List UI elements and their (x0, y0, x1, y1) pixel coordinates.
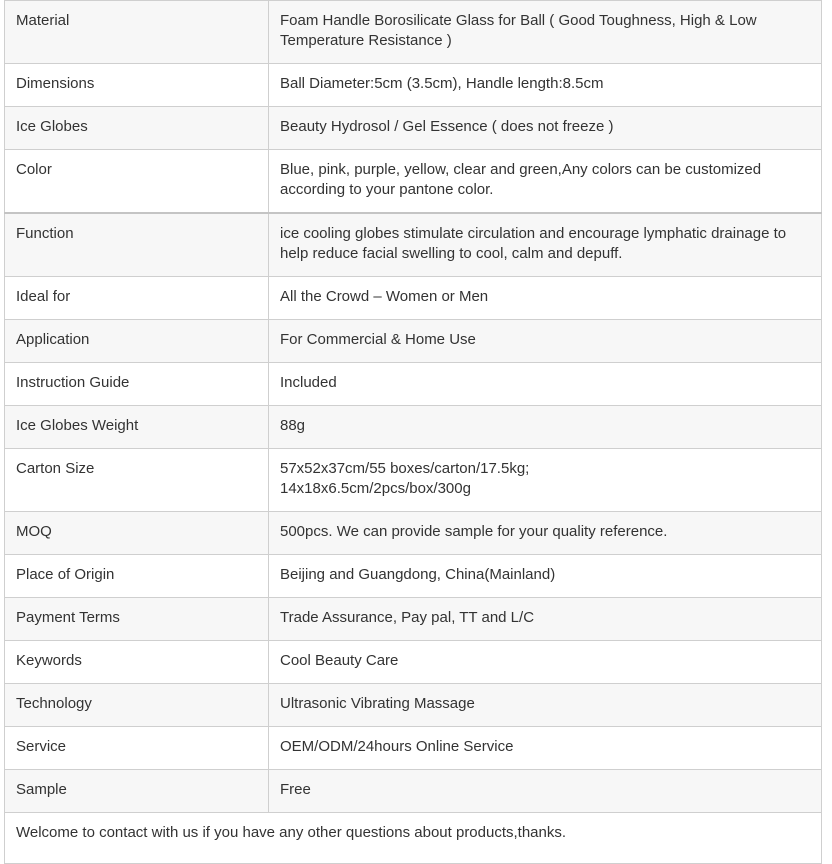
spec-row-instruction-guide (5, 363, 822, 406)
spec-label: Function (5, 213, 269, 277)
spec-value: For Commercial & Home Use (269, 320, 822, 363)
spec-label: Payment Terms (5, 598, 269, 641)
spec-label: Ice Globes (5, 107, 269, 150)
spec-label: Ice Globes Weight (5, 406, 269, 449)
spec-label: Place of Origin (5, 555, 269, 598)
spec-row-dimensions (5, 64, 822, 107)
spec-value: Included (269, 363, 822, 406)
spec-label: Sample (5, 770, 269, 813)
spec-row-carton-size (5, 449, 822, 512)
spec-label: Keywords (5, 641, 269, 684)
spec-label: Carton Size (5, 449, 269, 512)
spec-row-material (5, 1, 822, 64)
spec-label: Application (5, 320, 269, 363)
spec-value: OEM/ODM/24hours Online Service (269, 727, 822, 770)
spec-row-sample (5, 770, 822, 813)
spec-row-service (5, 727, 822, 770)
spec-label: Ideal for (5, 277, 269, 320)
spec-value: ice cooling globes stimulate circulation and encourage lymphatic drainage to help reduce facial swelling to cool, calm and depuff. (269, 213, 822, 277)
spec-row-place-of-origin (5, 555, 822, 598)
spec-row-payment-terms (5, 598, 822, 641)
spec-value: Foam Handle Borosilicate Glass for Ball ( Good Toughness, High & Low Temperature Resistance ) (269, 1, 822, 64)
spec-label: Instruction Guide (5, 363, 269, 406)
product-spec-table (4, 0, 822, 864)
spec-value: Trade Assurance, Pay pal, TT and L/C (269, 598, 822, 641)
spec-label: Material (5, 1, 269, 64)
spec-value: Ultrasonic Vibrating Massage (269, 684, 822, 727)
spec-value (269, 449, 822, 512)
contact-note: Welcome to contact with us if you have any other questions about products,thanks. (5, 813, 822, 864)
spec-row-technology (5, 684, 822, 727)
spec-value: Beijing and Guangdong, China(Mainland) (269, 555, 822, 598)
spec-value: Cool Beauty Care (269, 641, 822, 684)
spec-row-keywords (5, 641, 822, 684)
spec-label: Service (5, 727, 269, 770)
spec-label: Dimensions (5, 64, 269, 107)
spec-label: Color (5, 150, 269, 214)
carton-size-line: 57x52x37cm/55 boxes/carton/17.5kg; (280, 460, 530, 477)
spec-row-color (5, 150, 822, 214)
spec-value: Beauty Hydrosol / Gel Essence ( does not freeze ) (269, 107, 822, 150)
spec-row-ideal-for (5, 277, 822, 320)
spec-value: 88g (269, 406, 822, 449)
spec-row-application (5, 320, 822, 363)
spec-row-moq (5, 512, 822, 555)
carton-size-line: 14x18x6.5cm/2pcs/box/300g (280, 480, 471, 497)
spec-value: Free (269, 770, 822, 813)
spec-row-function (5, 213, 822, 277)
spec-label: Technology (5, 684, 269, 727)
spec-value: 500pcs. We can provide sample for your quality reference. (269, 512, 822, 555)
spec-footer-row (5, 813, 822, 864)
spec-value: Ball Diameter:5cm (3.5cm), Handle length:8.5cm (269, 64, 822, 107)
spec-value: All the Crowd – Women or Men (269, 277, 822, 320)
spec-row-ice-globes (5, 107, 822, 150)
spec-value: Blue, pink, purple, yellow, clear and green,Any colors can be customized according to your pantone color. (269, 150, 822, 214)
spec-row-weight (5, 406, 822, 449)
spec-label: MOQ (5, 512, 269, 555)
